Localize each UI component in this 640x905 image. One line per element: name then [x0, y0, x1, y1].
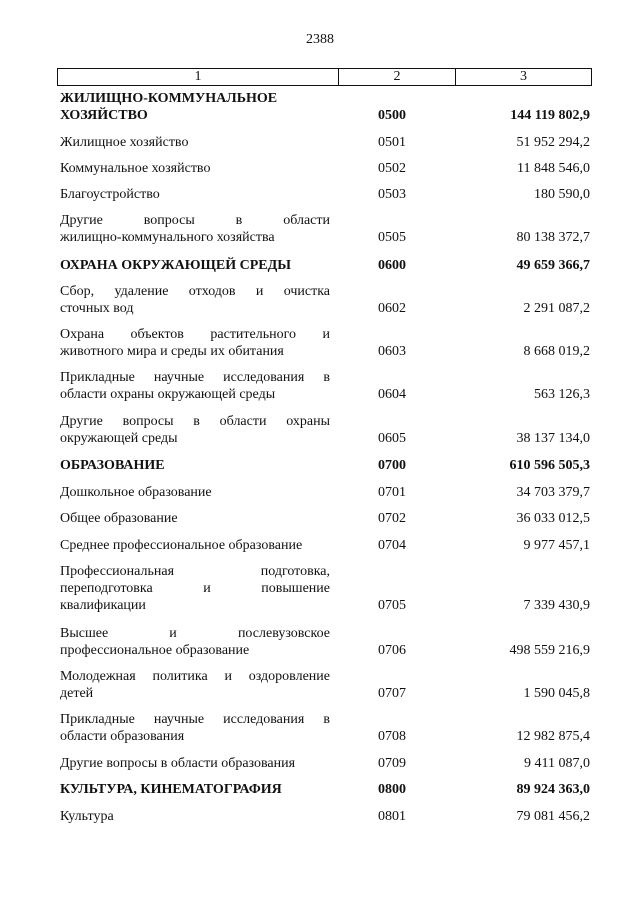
row-name [60, 257, 330, 274]
row-amount: 1 590 045,8 [523, 686, 590, 701]
row-code: 0702 [378, 511, 406, 526]
row-amount: 563 126,3 [534, 387, 590, 402]
row-name-line: ОБРАЗОВАНИЕ [60, 458, 165, 473]
row-name-line: детей [60, 686, 94, 701]
row-name [60, 369, 330, 403]
row-code: 0706 [378, 643, 406, 658]
row-name-line: ЖИЛИЩНО-КОММУНАЛЬНОЕ [60, 91, 278, 106]
row-name [60, 781, 330, 798]
row-code: 0602 [378, 301, 406, 316]
row-name [60, 537, 330, 554]
row-name [60, 134, 330, 151]
row-name [60, 755, 330, 772]
row-name-line: Коммунальное хозяйство [60, 161, 211, 176]
row-code: 0801 [378, 809, 406, 824]
row-name-line: Профессиональная подготовка, [60, 564, 330, 579]
row-name [60, 283, 330, 317]
row-amount: 610 596 505,3 [509, 458, 590, 473]
row-amount: 8 668 019,2 [523, 344, 590, 359]
row-code: 0800 [378, 782, 406, 797]
row-name-line: Среднее профессиональное образование [60, 538, 303, 553]
row-amount: 2 291 087,2 [523, 301, 590, 316]
row-name [60, 625, 330, 659]
row-name-line: области охраны окружающей среды [60, 387, 276, 402]
row-amount: 180 590,0 [534, 187, 590, 202]
row-amount: 9 411 087,0 [524, 756, 590, 771]
row-code: 0600 [378, 258, 406, 273]
row-code: 0503 [378, 187, 406, 202]
row-name [60, 808, 330, 825]
row-name [60, 160, 330, 177]
row-amount: 9 977 457,1 [523, 538, 590, 553]
row-name [60, 90, 330, 124]
row-name-line: профессиональное образование [60, 643, 250, 658]
row-name-line: сточных вод [60, 301, 134, 316]
row-amount: 7 339 430,9 [523, 598, 590, 613]
row-name-line: Другие вопросы в области образования [60, 756, 296, 771]
row-amount: 51 952 294,2 [516, 135, 590, 150]
row-code: 0603 [378, 344, 406, 359]
row-name-line: Другие вопросы в области охраны [60, 414, 330, 429]
row-name [60, 326, 330, 360]
row-name-line: КУЛЬТУРА, КИНЕМАТОГРАФИЯ [60, 782, 282, 797]
row-name-line: Культура [60, 809, 114, 824]
row-amount: 80 138 372,7 [516, 230, 590, 245]
row-name-line: Жилищное хозяйство [60, 135, 189, 150]
row-name-line: Молодежная политика и оздоровление [60, 669, 330, 684]
row-name [60, 413, 330, 447]
row-amount: 89 924 363,0 [516, 782, 590, 797]
row-code: 0501 [378, 135, 406, 150]
column-header-3: 3 [520, 69, 527, 84]
row-name-line: переподготовка и повышение [60, 581, 330, 596]
row-name-line: Другие вопросы в области [60, 213, 330, 228]
row-amount: 36 033 012,5 [516, 511, 590, 526]
row-name-line: Сбор, удаление отходов и очистка [60, 284, 330, 299]
column-header-1: 1 [58, 69, 339, 85]
row-amount: 79 081 456,2 [516, 809, 590, 824]
row-name [60, 510, 330, 527]
row-name-line: Дошкольное образование [60, 485, 212, 500]
row-code: 0502 [378, 161, 406, 176]
page-number: 2388 [306, 32, 334, 47]
row-amount: 144 119 802,9 [510, 108, 590, 123]
row-name-line: жилищно-коммунального хозяйства [60, 230, 275, 245]
row-code: 0707 [378, 686, 406, 701]
row-name-line: квалификации [60, 598, 146, 613]
row-name [60, 484, 330, 501]
row-name-line: животного мира и среды их обитания [60, 344, 284, 359]
row-amount: 34 703 379,7 [516, 485, 590, 500]
row-code: 0605 [378, 431, 406, 446]
row-code: 0505 [378, 230, 406, 245]
row-name-line: области образования [60, 729, 185, 744]
row-name-line: Благоустройство [60, 187, 160, 202]
row-name [60, 563, 330, 614]
row-name [60, 457, 330, 474]
row-name [60, 212, 330, 246]
row-code: 0709 [378, 756, 406, 771]
row-amount: 38 137 134,0 [516, 431, 590, 446]
row-name [60, 668, 330, 702]
row-code: 0708 [378, 729, 406, 744]
row-name [60, 186, 330, 203]
row-name-line: Общее образование [60, 511, 178, 526]
row-name-line: ОХРАНА ОКРУЖАЮЩЕЙ СРЕДЫ [60, 258, 291, 273]
row-amount: 49 659 366,7 [516, 258, 590, 273]
row-code: 0704 [378, 538, 406, 553]
row-name-line: Прикладные научные исследования в [60, 370, 330, 385]
column-header-2: 2 [339, 69, 456, 85]
row-name-line: окружающей среды [60, 431, 178, 446]
table-header [57, 68, 592, 86]
row-name-line: Прикладные научные исследования в [60, 712, 330, 727]
row-name-line: ХОЗЯЙСТВО [60, 108, 148, 123]
row-amount: 498 559 216,9 [509, 643, 590, 658]
row-amount: 12 982 875,4 [516, 729, 590, 744]
row-amount: 11 848 546,0 [517, 161, 590, 176]
row-name [60, 711, 330, 745]
row-code: 0705 [378, 598, 406, 613]
row-name-line: Высшее и послевузовское [60, 626, 330, 641]
row-code: 0701 [378, 485, 406, 500]
row-code: 0500 [378, 108, 406, 123]
row-code: 0604 [378, 387, 406, 402]
row-code: 0700 [378, 458, 406, 473]
row-name-line: Охрана объектов растительного и [60, 327, 330, 342]
